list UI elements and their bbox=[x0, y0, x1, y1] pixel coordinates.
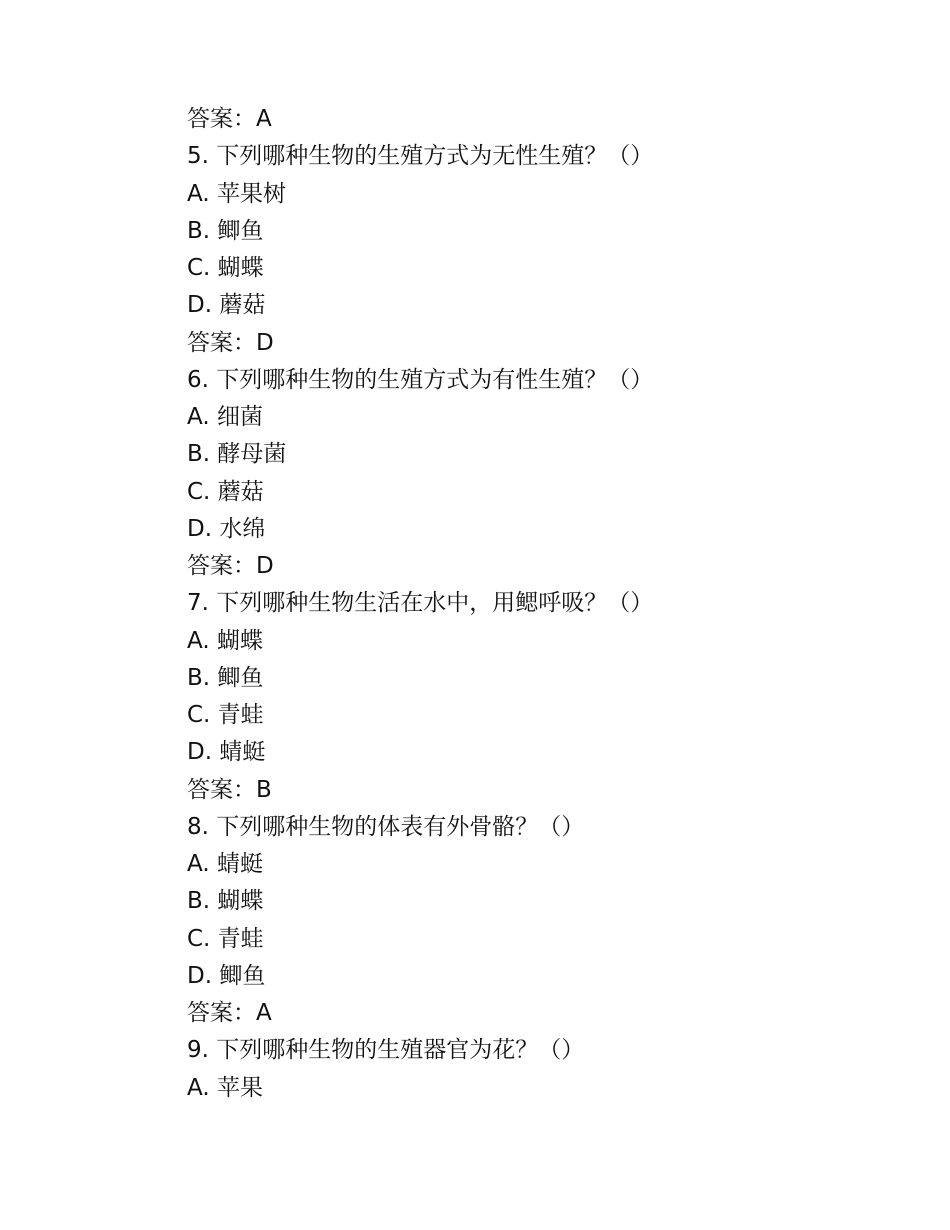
option-c: C. 青蛙 bbox=[187, 925, 264, 952]
question-9: 9. 下列哪种生物的生殖器官为花？（） bbox=[187, 1037, 585, 1064]
question-list bbox=[187, 101, 907, 1107]
option-b: B. 酵母菌 bbox=[187, 441, 287, 468]
answer-line: 答案：A bbox=[187, 1000, 272, 1026]
option-a: A. 苹果树 bbox=[187, 180, 286, 207]
option-d: D. 蘑菇 bbox=[187, 292, 266, 319]
question-6: 6. 下列哪种生物的生殖方式为有性生殖？（） bbox=[187, 366, 654, 393]
answer-line: 答案：B bbox=[187, 776, 272, 803]
option-d: D. 水绵 bbox=[187, 515, 266, 542]
question-5: 5. 下列哪种生物的生殖方式为无性生殖？（） bbox=[187, 143, 654, 170]
option-a: A. 蝴蝶 bbox=[187, 627, 263, 654]
option-d: D. 蜻蜓 bbox=[187, 739, 266, 766]
option-c: C. 蝴蝶 bbox=[187, 255, 264, 281]
question-8: 8. 下列哪种生物的体表有外骨骼？（） bbox=[187, 813, 585, 840]
option-b: B. 鲫鱼 bbox=[187, 664, 264, 691]
option-d: D. 鲫鱼 bbox=[187, 962, 266, 989]
answer-line: 答案：D bbox=[187, 329, 274, 356]
option-a: A. 细菌 bbox=[187, 404, 263, 430]
option-c: C. 蘑菇 bbox=[187, 478, 264, 505]
question-7: 7. 下列哪种生物生活在水中，用鳃呼吸？（） bbox=[187, 590, 654, 617]
answer-line: 答案：D bbox=[187, 553, 274, 579]
option-a: A. 苹果 bbox=[187, 1074, 263, 1101]
option-c: C. 青蛙 bbox=[187, 702, 264, 728]
answer-line: 答案：A bbox=[187, 106, 272, 132]
option-a: A. 蜻蜓 bbox=[187, 851, 263, 877]
option-b: B. 蝴蝶 bbox=[187, 888, 264, 915]
option-b: B. 鲫鱼 bbox=[187, 217, 264, 244]
